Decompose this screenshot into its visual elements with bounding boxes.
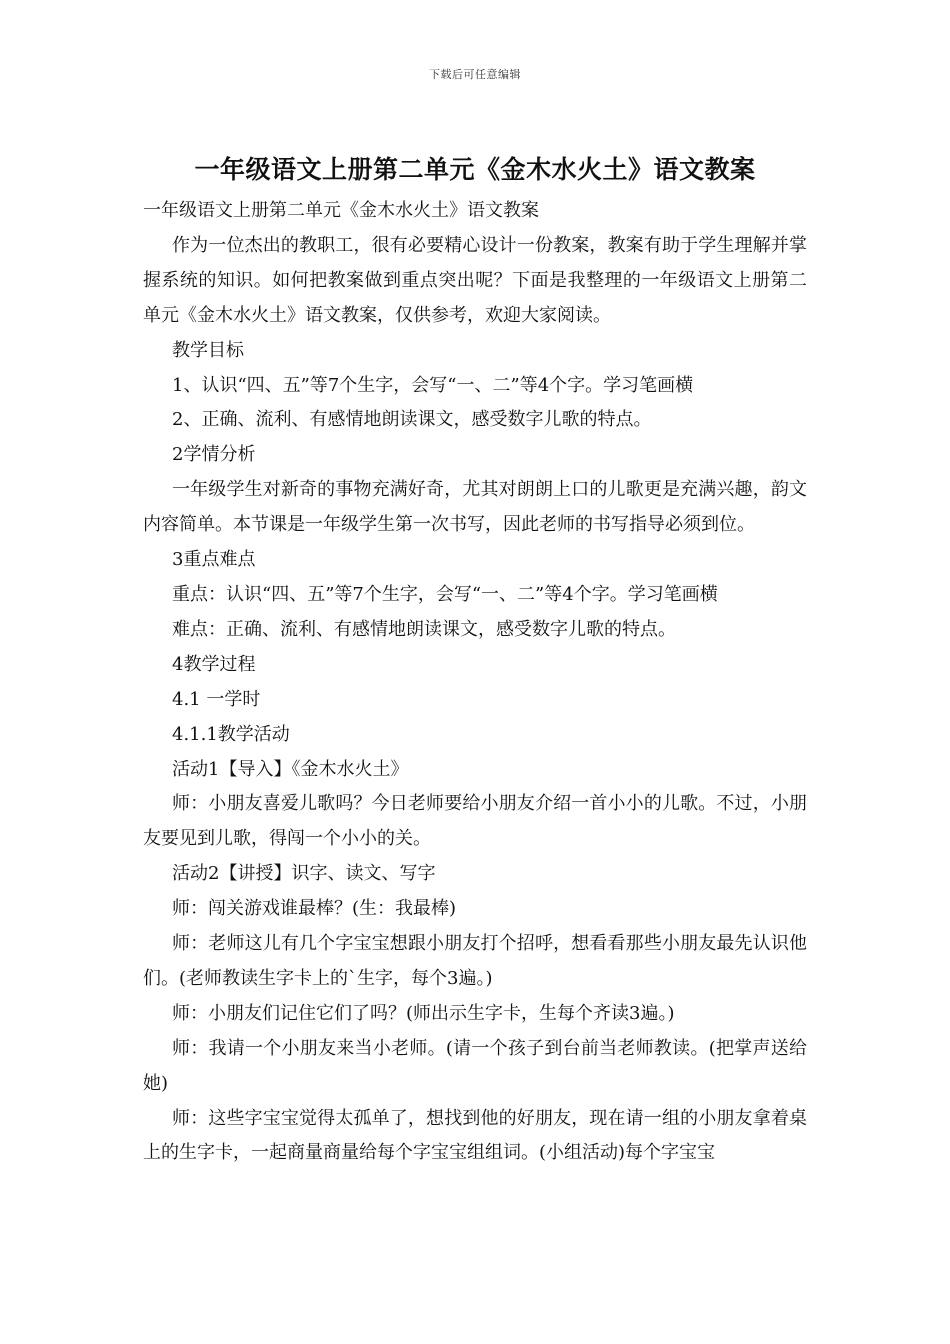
body-paragraph: 2学情分析	[172, 444, 256, 466]
body-paragraph: 一年级语文上册第二单元《金木水火土》语文教案	[143, 200, 539, 221]
body-paragraph: 活动1【导入】《金木水火土》	[172, 758, 409, 780]
body-paragraph: 4教学过程	[172, 653, 256, 675]
body-paragraph: 4.1.1教学活动	[172, 723, 290, 745]
body-paragraph: 4.1 一学时	[172, 688, 261, 710]
body-paragraph: 师：我请一个小朋友来当小老师。(请一个孩子到台前当老师教读。(把掌声送给她)	[143, 1037, 807, 1094]
body-paragraph: 重点：认识“四、五”等7个生字，会写“一、二”等4个字。学习笔画横	[172, 583, 718, 605]
body-paragraph: 师：闯关游戏谁最棒？(生：我最棒)	[172, 898, 457, 920]
body-paragraph: 难点：正确、流利、有感情地朗读课文，感受数字儿歌的特点。	[172, 618, 676, 640]
body-paragraph: 3重点难点	[172, 549, 256, 571]
body-paragraph: 活动2【讲授】识字、读文、写字	[172, 863, 436, 885]
body-paragraph: 作为一位杰出的教职工，很有必要精心设计一份教案，教案有助于学生理解并掌握系统的知识。如何把教案做到重点突出呢？下面是我整理的一年级语文上册第二单元《金木水火土》语文教案，仅供参考，欢迎大家阅读。	[143, 234, 807, 326]
document-body	[143, 194, 807, 1171]
body-paragraph: 师：老师这儿有几个字宝宝想跟小朋友打个招呼，想看看那些小朋友最先认识他们。(老师教读生字卡上的`生字，每个3遍。)	[143, 933, 807, 989]
body-paragraph: 师：小朋友喜爱儿歌吗？今日老师要给小朋友介绍一首小小的儿歌。不过，小朋友要见到儿歌，得闯一个小小的关。	[143, 793, 807, 850]
body-paragraph: 教学目标	[172, 339, 244, 361]
body-paragraph: 师：这些字宝宝觉得太孤单了，想找到他的好朋友，现在请一组的小朋友拿着桌上的生字卡，一起商量商量给每个字宝宝组组词。(小组活动)每个字宝宝	[143, 1107, 807, 1164]
body-paragraph: 师：小朋友们记住它们了吗？(师出示生字卡，生每个齐读3遍。)	[172, 1002, 675, 1024]
document-title: 一年级语文上册第二单元《金木水火土》语文教案	[194, 155, 756, 184]
body-paragraph: 1、认识“四、五”等7个生字，会写“一、二”等4个字。学习笔画横	[172, 374, 694, 396]
header-note: 下载后可任意编辑	[429, 68, 521, 81]
body-paragraph: 2、正确、流利、有感情地朗读课文，感受数字儿歌的特点。	[172, 409, 652, 431]
body-paragraph: 一年级学生对新奇的事物充满好奇，尤其对朗朗上口的儿歌更是充满兴趣，韵文内容简单。本节课是一年级学生第一次书写，因此老师的书写指导必须到位。	[143, 479, 807, 536]
